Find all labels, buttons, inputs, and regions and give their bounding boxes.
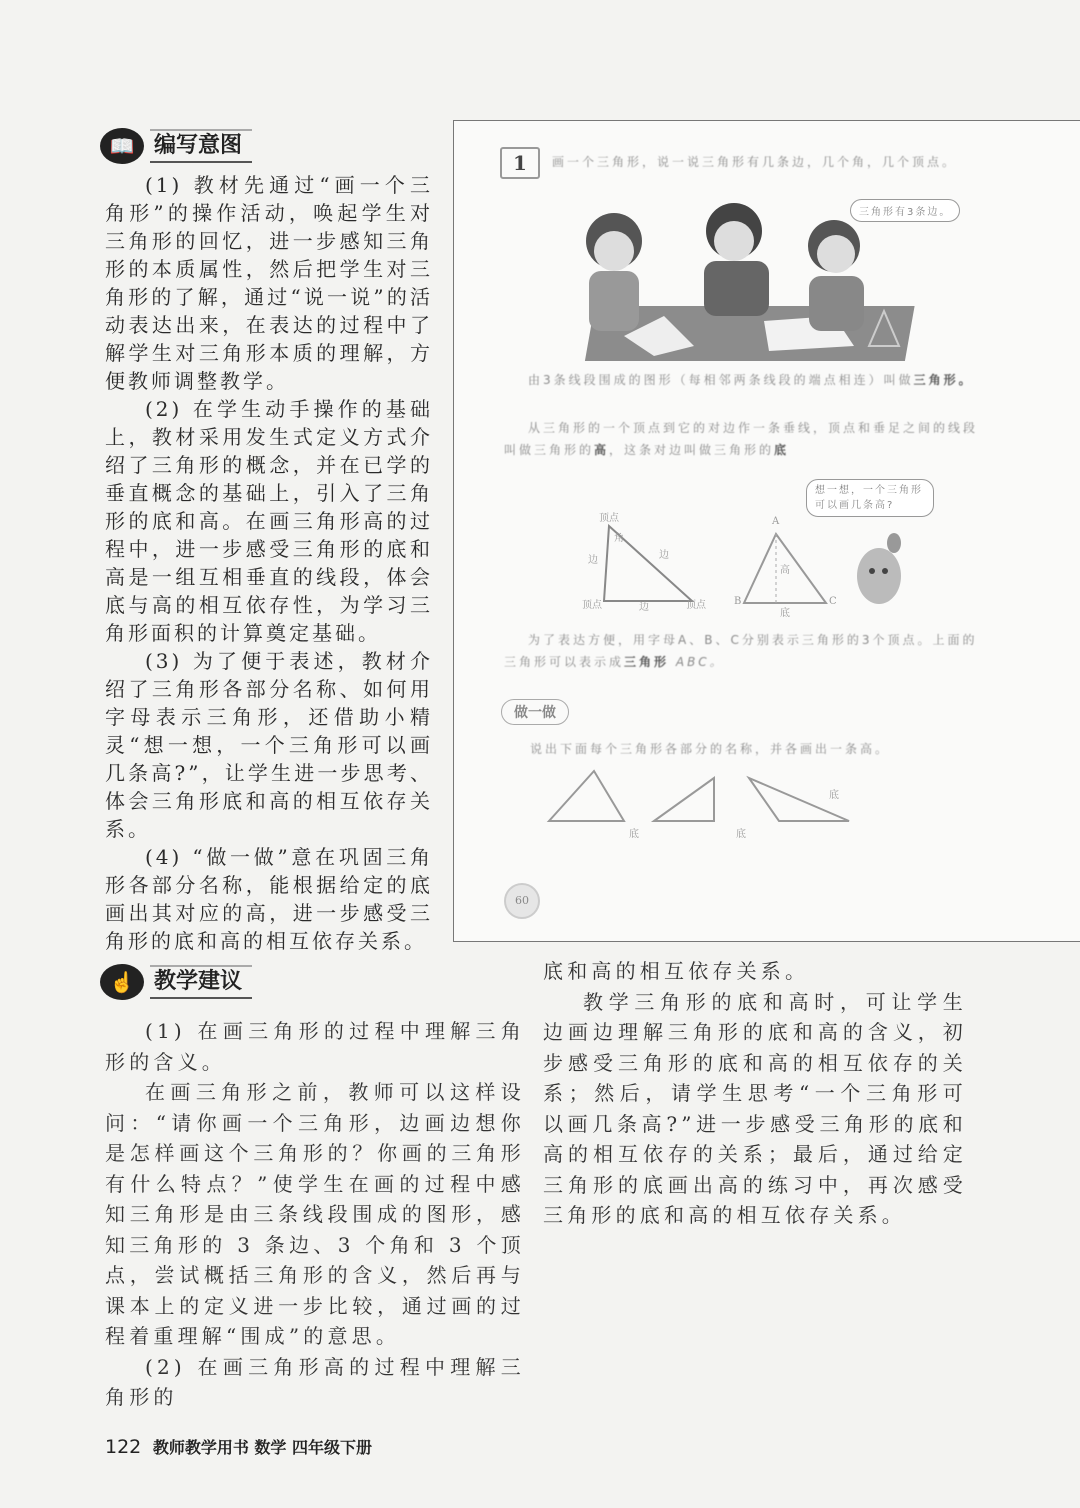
term-base: 底: [774, 443, 790, 457]
definition-term: 三角形。: [913, 373, 974, 387]
label-base: 底: [829, 790, 839, 801]
definition-text: ，这条对边叫做三角形的: [609, 443, 775, 457]
suggestion-paragraph: 教学三角形的底和高时，可让学生边画边理解三角形的底和高的含义，初步感受三角形的底和高的相互依存的关系；然后，请学生思考“一个三角形可以画几条高?”进一步感受三角形的底和高的相互依存的关系；最后，通过给定三角形的底画出高的练习中，再次感受三角形的底和高的相互依存关系。: [543, 989, 967, 1227]
exercise-instruction: 说出下面每个三角形各部分的名称，并各画出一条高。: [530, 742, 891, 756]
textbook-page-number: 60: [504, 883, 540, 919]
label-vertex: 顶点: [599, 513, 619, 524]
intent-section-title: 编写意图: [150, 129, 252, 163]
notation-abc: ABC。: [675, 655, 725, 669]
definition-text: 从三角形的一个顶点到它的对边作一条垂线，顶点和垂足之间的线段叫做三角形的: [504, 421, 979, 457]
item-prompt: 画一个三角形，说一说三角形有几条边，几个角，几个顶点。: [552, 155, 958, 169]
suggestion-continuation: 底和高的相互依存关系。: [543, 959, 810, 983]
intent-section-body: [105, 171, 433, 955]
open-book-icon: 📖: [100, 128, 144, 164]
exercise-tag: 做一做: [501, 699, 569, 725]
label-side: 边: [639, 602, 649, 613]
notation-text: 为了表达方便，用字母A、B、C分别表示三角形的3个顶点。上面的三角形可以表示成: [504, 633, 978, 669]
page-footer: [105, 1435, 530, 1458]
book-title: 教师教学用书 数学 四年级下册: [152, 1437, 372, 1457]
suggestion-section-title: 教学建议: [150, 965, 252, 999]
page-number: 122: [105, 1435, 142, 1458]
exercise-triangle: [654, 778, 714, 821]
label-vertex: 顶点: [686, 600, 706, 611]
label-vertex: 顶点: [582, 600, 602, 611]
suggestion-paragraph: (1) 在画三角形的过程中理解三角形的含义。: [105, 1019, 525, 1074]
height-base-definition: [504, 417, 984, 461]
notation-paragraph: [504, 629, 984, 673]
speech-bubble: 三角形有3条边。: [850, 199, 960, 222]
suggestion-paragraph: 在画三角形之前，教师可以这样设问：“请你画一个三角形，边画边想你是怎样画这个三角形的？你画的三角形有什么特点？”使学生在画的过程中感知三角形是由三条线段围成的图形，感知三角形的 3 条边、3 个角和 3 个顶点，尝试概括三角形的含义，然后再与课本上的定义进一步比较，通过画的过程着重理解“围成”的意思。: [105, 1080, 525, 1348]
label-base: 底: [629, 829, 639, 840]
label-c: C: [829, 596, 837, 607]
suggestion-right-column: [543, 956, 967, 1231]
suggestion-left-column: [105, 1016, 525, 1413]
exercise-triangle: [549, 771, 624, 821]
label-side: 边: [588, 555, 598, 566]
label-base: 底: [736, 829, 746, 840]
label-angle: 角: [614, 533, 624, 544]
textbook-page-excerpt: [453, 120, 1080, 942]
label-height: 高: [780, 565, 790, 576]
sprite-character-icon: [849, 531, 909, 611]
exercise-triangles: [534, 761, 934, 836]
suggestion-paragraph: (2) 在画三角形高的过程中理解三角形的: [105, 1354, 525, 1409]
definition-text: 由3条线段围成的图形（每相邻两条线段的端点相连）叫做: [528, 373, 914, 387]
triangle-definition: [504, 369, 984, 391]
label-a: A: [772, 516, 780, 527]
intent-paragraph: (3) 为了便于表述，教材介绍了三角形各部分名称、如何用字母表示三角形，还借助小精灵“想一想，一个三角形可以画几条高?”，让学生进一步思考、体会三角形底和高的相互依存关系。: [105, 649, 433, 841]
term-height: 高: [594, 443, 610, 457]
intent-paragraph: (4) “做一做”意在巩固三角形各部分名称，能根据给定的底画出其对应的高，进一步感受三角形的底和高的相互依存关系。: [105, 845, 433, 953]
pointing-hand-icon: ☝: [100, 964, 144, 1000]
label-b: B: [734, 596, 742, 607]
label-base: 底: [780, 608, 790, 619]
thinking-bubble: 想一想，一个三角形可以画几条高?: [806, 479, 934, 517]
intent-paragraph: (2) 在学生动手操作的基础上，教材采用发生式定义方式介绍了三角形的概念，并在已学的垂直概念的基础上，引入了三角形的底和高。在画三角形高的过程中，进一步感受三角形的底和高是一组互相垂直的线段，体会底与高的相互依存性，为学习三角形面积的计算奠定基础。: [105, 397, 433, 645]
label-side: 边: [659, 550, 669, 561]
suggestion-section-header: [100, 962, 530, 1002]
notation-term: 三角形: [624, 655, 670, 669]
intent-paragraph: (1) 教材先通过“画一个三角形”的操作活动，唤起学生对三角形的回忆，进一步感知三角形的本质属性，然后把学生对三角形的了解，通过“说一说”的活动表达出来，在表达的过程中了解学生对三角形本质的理解，方便教师调整教学。: [105, 173, 433, 393]
item-number-badge: 1: [500, 147, 540, 179]
